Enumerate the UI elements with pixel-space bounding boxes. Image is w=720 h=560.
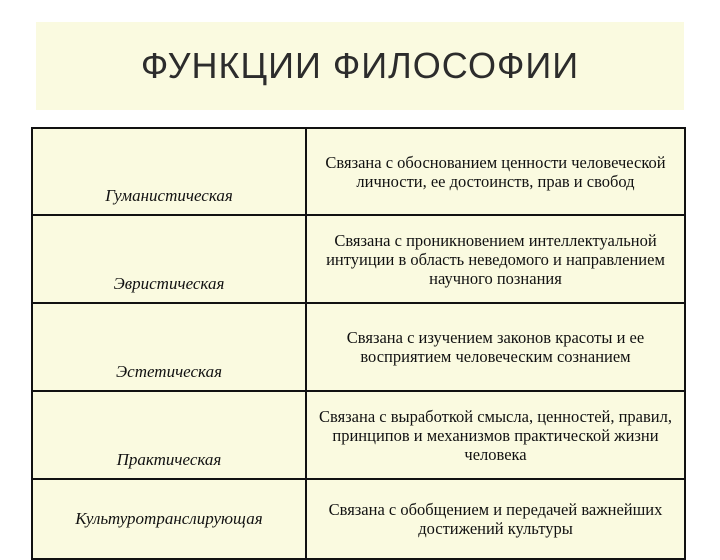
function-description: Связана с обоснованием ценности человеческой личности, ее достоинств, прав и свобод <box>325 152 666 191</box>
function-description-cell <box>306 128 685 215</box>
function-description: Связана с проникновением интеллектуальной интуиции в область неведомого и направлением научного познания <box>326 230 665 288</box>
function-description: Связана с изучением законов красоты и ее восприятием человеческим сознанием <box>346 328 645 366</box>
function-name-cell: Культуротранслирующая <box>32 479 306 559</box>
title-band <box>36 22 684 110</box>
function-description: Связана с выработкой смысла, ценностей, правил, принципов и механизмов практической жизни человека <box>319 406 672 464</box>
function-name-cell: Эстетическая <box>32 303 306 391</box>
table-row <box>32 128 685 215</box>
table-row <box>32 391 685 479</box>
page-title: ФУНКЦИИ ФИЛОСОФИИ <box>140 45 580 86</box>
table-row <box>32 215 685 303</box>
function-description-cell <box>306 391 685 479</box>
function-name-cell: Эвристическая <box>32 215 306 303</box>
function-description: Связана с обобщением и передачей важнейших достижений культуры <box>328 500 663 538</box>
function-description-cell <box>306 303 685 391</box>
function-description-cell <box>306 479 685 559</box>
table-row <box>32 303 685 391</box>
table-row <box>32 479 685 559</box>
function-name-cell: Гуманистическая <box>32 128 306 215</box>
function-name-cell: Практическая <box>32 391 306 479</box>
functions-table <box>31 127 686 560</box>
function-description-cell <box>306 215 685 303</box>
